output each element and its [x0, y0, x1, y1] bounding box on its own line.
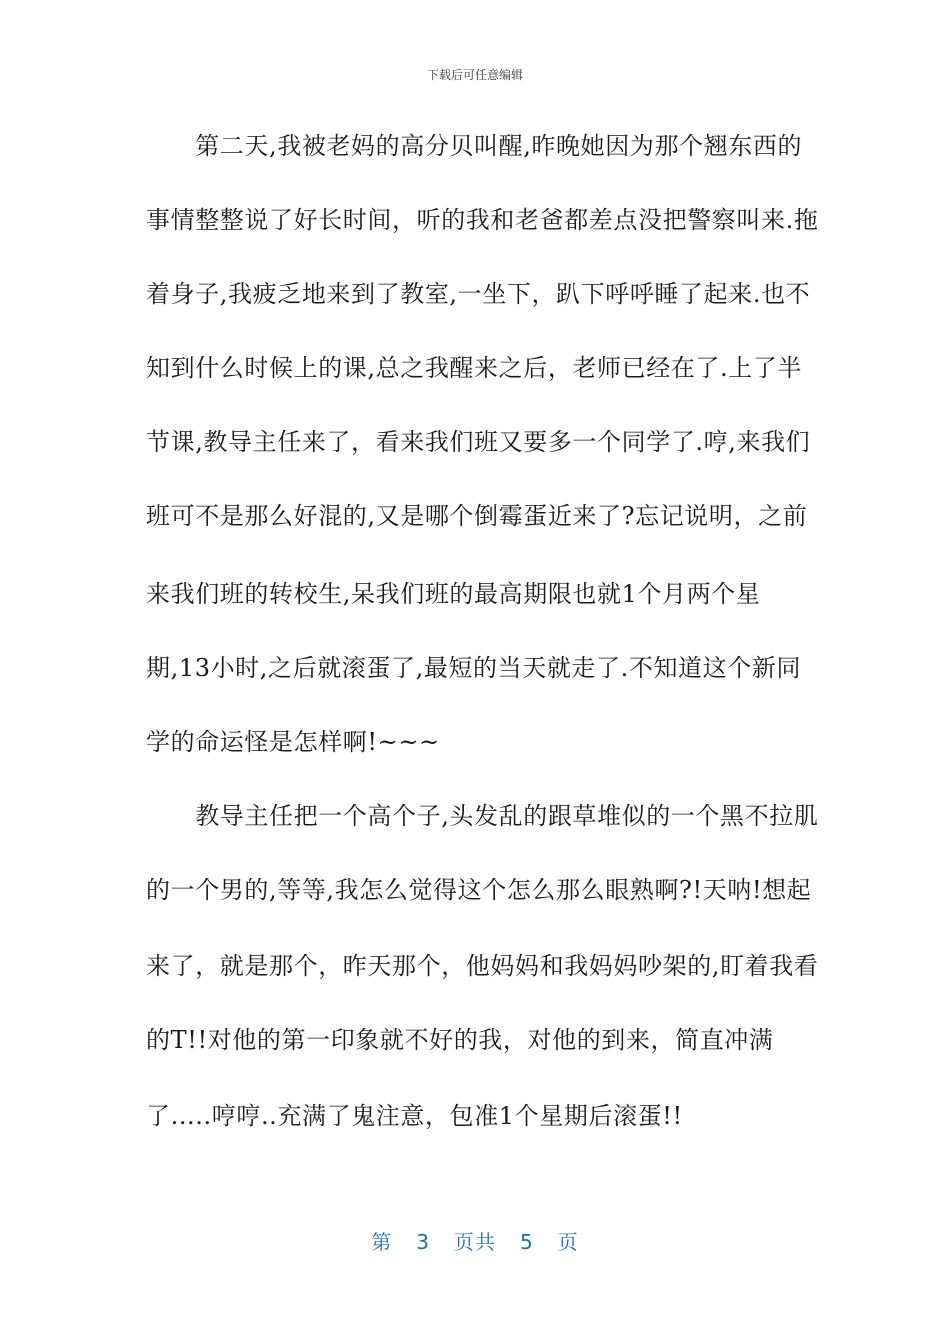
footer-suffix: 页 — [557, 1230, 579, 1254]
body-line: 的T!!对他的第一印象就不好的我，对他的到来，简直冲满 — [146, 1026, 774, 1054]
page-header: 下载后可任意编辑 — [426, 68, 523, 82]
current-page-number: 3 — [416, 1230, 430, 1254]
body-line: 来我们班的转校生,呆我们班的最高期限也就1个月两个星 — [146, 580, 761, 608]
body-line: 来了，就是那个，昨天那个，他妈妈和我妈妈吵架的,盯着我看 — [146, 952, 819, 980]
body-line: 节课,教导主任来了，看来我们班又要多一个同学了.哼,来我们 — [146, 428, 811, 456]
body-line: 知到什么时候上的课,总之我醒来之后，老师已经在了.上了半 — [146, 354, 803, 382]
body-line: 事情整整说了好长时间，听的我和老爸都差点没把警察叫来.拖 — [146, 206, 819, 234]
page-footer — [0, 1226, 950, 1255]
body-line: 期,13小时,之后就滚蛋了,最短的当天就走了.不知道这个新同 — [146, 654, 802, 682]
footer-middle: 页共 — [454, 1230, 496, 1254]
body-line: 班可不是那么好混的,又是哪个倒霉蛋近来了?忘记说明，之前 — [146, 502, 808, 530]
body-line: 了.....哼哼..充满了鬼注意，包准1个星期后滚蛋!! — [146, 1102, 683, 1130]
body-line: 学的命运怪是怎样啊!~~~ — [146, 728, 440, 756]
body-line: 教导主任把一个高个子,头发乱的跟草堆似的一个黑不拉肌 — [146, 802, 819, 830]
body-line: 着身子,我疲乏地来到了教室,一坐下，趴下呼呼睡了起来.也不 — [146, 280, 811, 308]
total-pages-number: 5 — [520, 1230, 534, 1254]
footer-prefix: 第 — [371, 1230, 393, 1254]
body-line: 第二天,我被老妈的高分贝叫醒,昨晚她因为那个翘东西的 — [146, 132, 803, 160]
body-line: 的一个男的,等等,我怎么觉得这个怎么那么眼熟啊?!天呐!想起 — [146, 876, 812, 904]
